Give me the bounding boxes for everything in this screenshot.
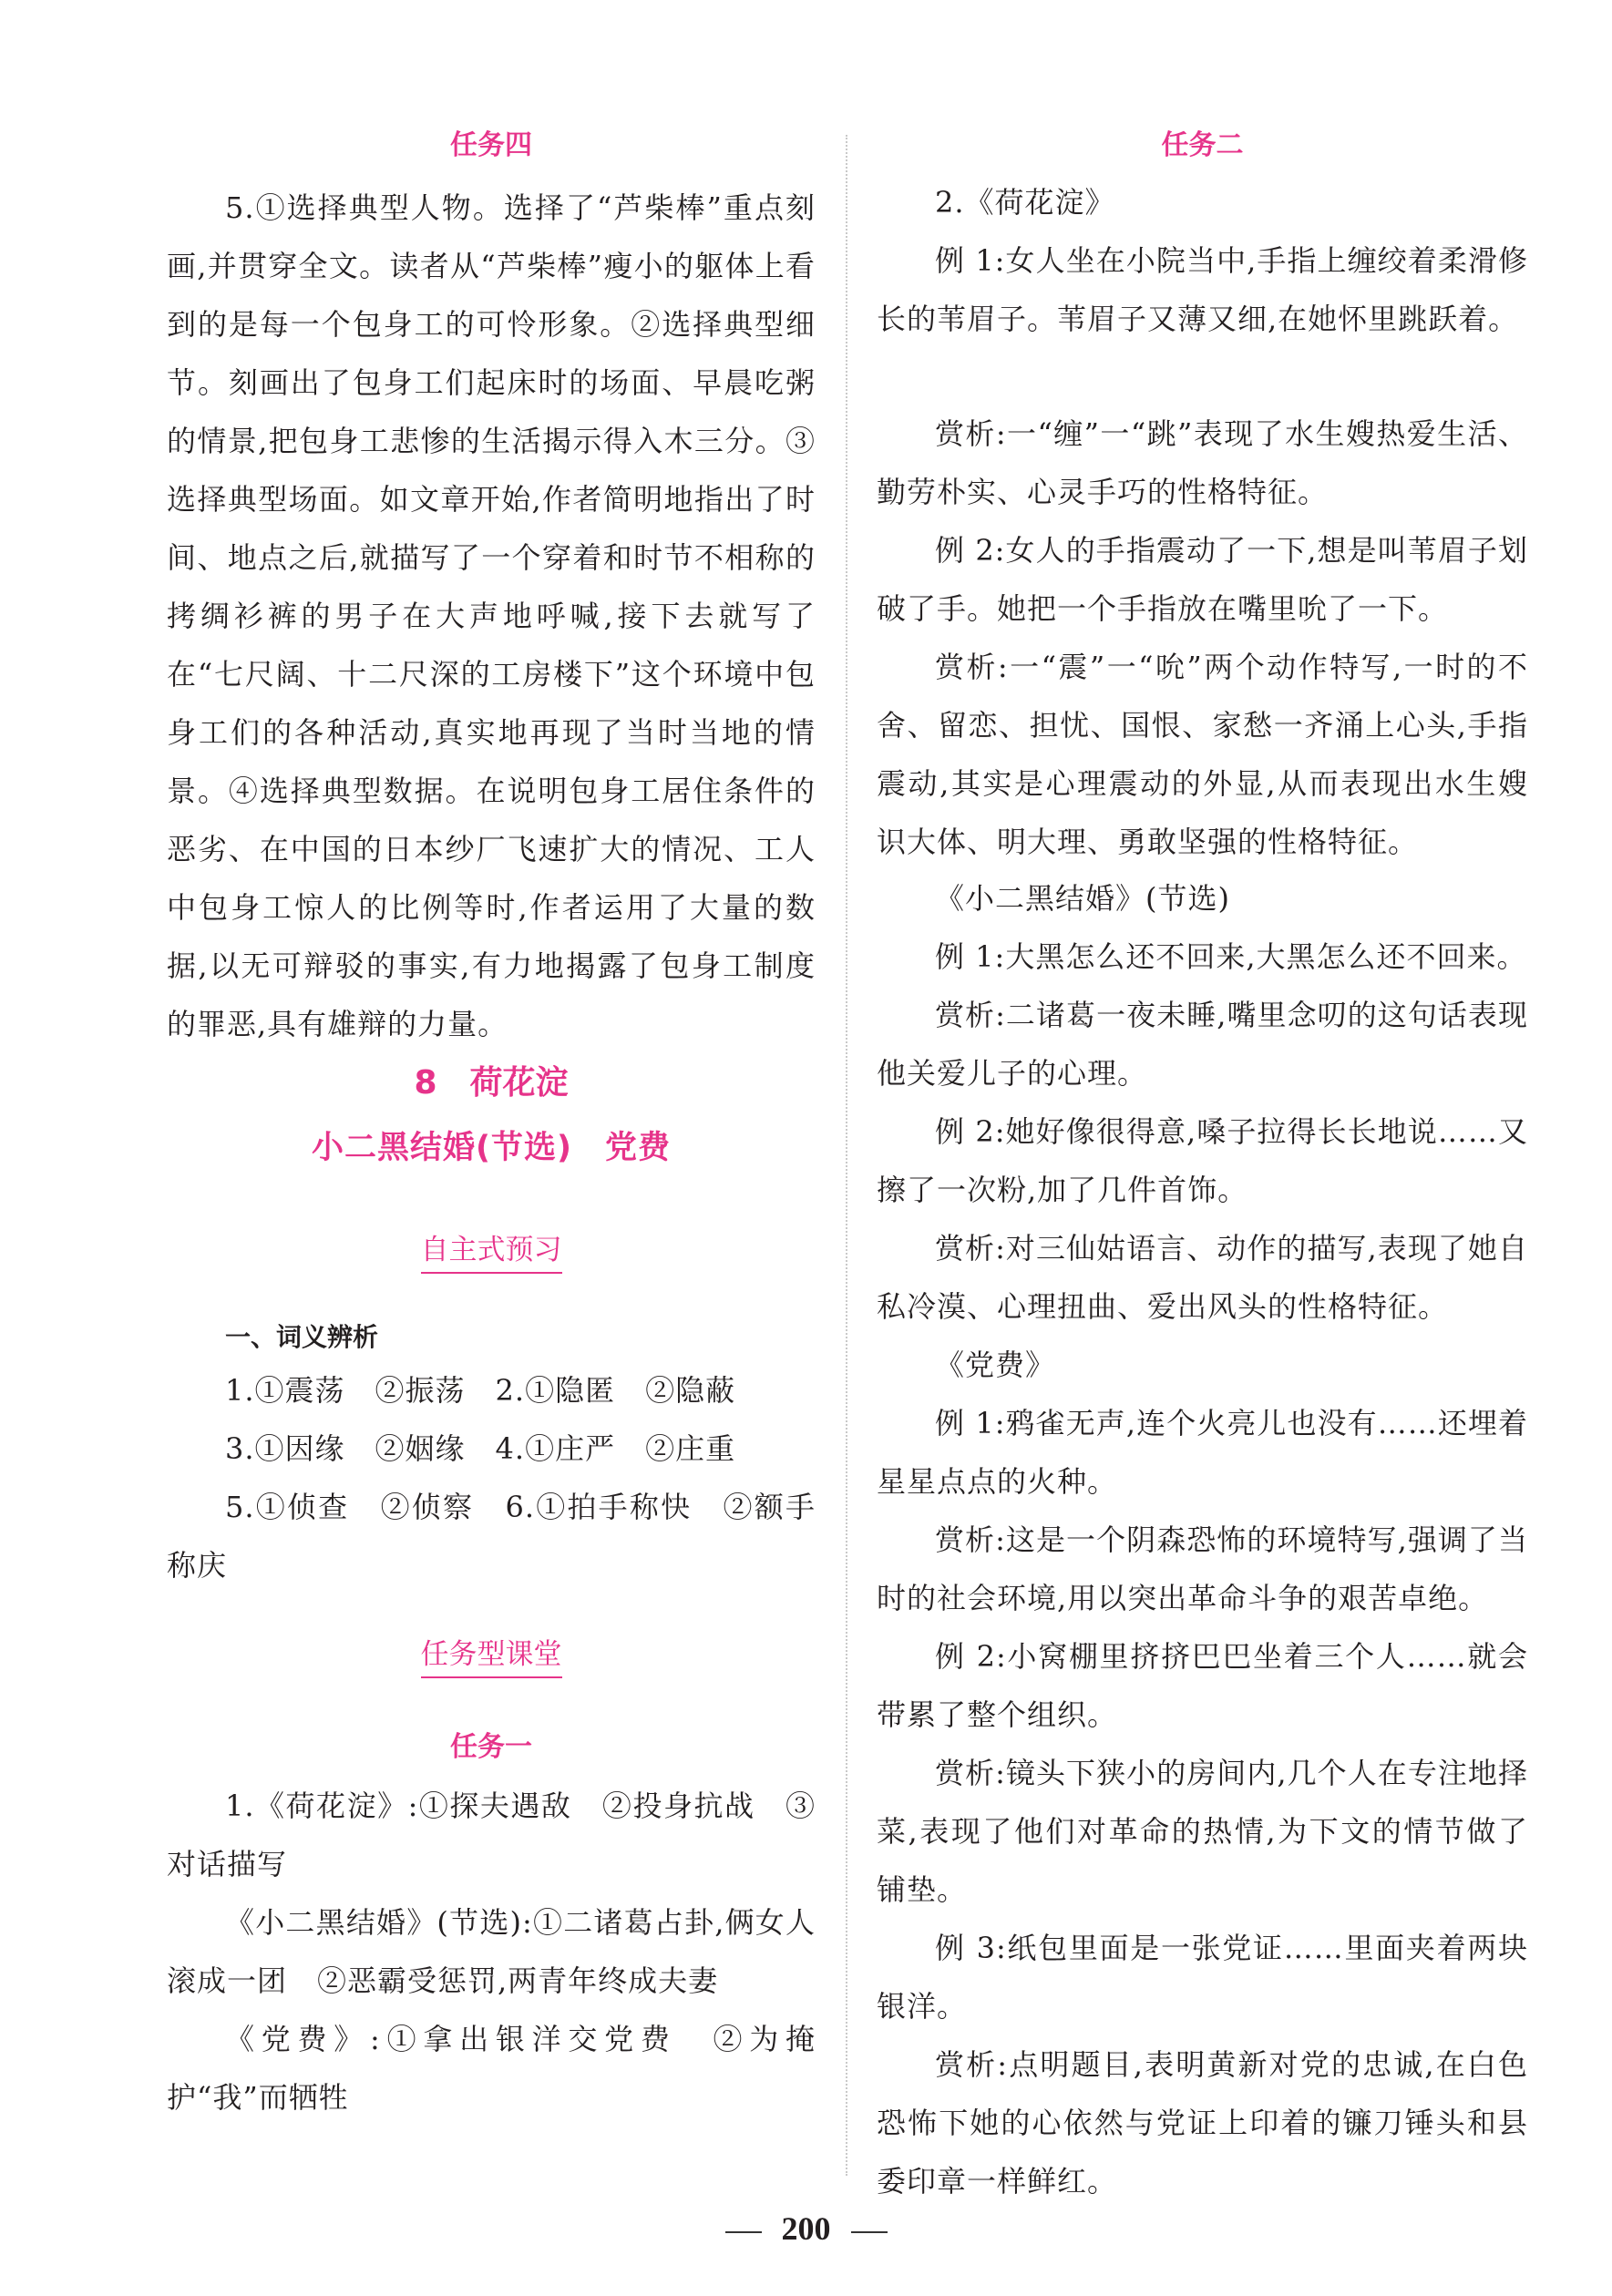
page-number [0, 2209, 1612, 2248]
task1-paragraph-2: 《小二黑结婚》(节选):①二诸葛占卦,俩女人滚成一团 ②恶霸受惩罚,两青年终成夫妻 [167, 1905, 816, 1998]
right-paragraph-3: 赏析:一“缠”一“跳”表现了水生嫂热爱生活、勤劳朴实、心灵手巧的性格特征。 [877, 416, 1528, 509]
right-paragraph-4: 例 2:女人的手指震动了一下,想是叫苇眉子划破了手。她把一个手指放在嘴里吮了一下。 [877, 533, 1528, 626]
right-paragraph-15: 赏析:镜头下狭小的房间内,几个人在专注地择菜,表现了他们对革命的热情,为下文的情节做了铺垫。 [877, 1756, 1528, 1907]
page-number-dash-left [725, 2231, 762, 2233]
classroom-section-title [167, 1631, 816, 1672]
vocab-line-3: 5.①侦查 ②侦察 6.①拍手称快 ②额手称庆 [167, 1490, 816, 1583]
task1-paragraph-1: 1.《荷花淀》:①探夫遇敌 ②投身抗战 ③对话描写 [167, 1789, 816, 1881]
right-paragraph-9: 例 2:她好像很得意,嗓子拉得长长地说……又擦了一次粉,加了几件首饰。 [877, 1114, 1528, 1207]
preview-title-text: 自主式预习 [421, 1234, 562, 1274]
lesson-title: 8 荷花淀 [414, 1064, 569, 1102]
right-paragraph-14: 例 2:小窝棚里挤挤巴巴坐着三个人……就会带累了整个组织。 [877, 1639, 1528, 1732]
lesson-subtitle: 小二黑结婚(节选) 党费 [312, 1130, 671, 1166]
right-paragraph-16: 例 3:纸包里面是一张党证……里面夹着两块银洋。 [877, 1931, 1528, 2024]
task4-paragraph: 5.①选择典型人物。选择了“芦柴棒”重点刻画,并贯穿全文。读者从“芦柴棒”瘦小的躯体上看到的是每一个包身工的可怜形象。②选择典型细节。刻画出了包身工们起床时的场面、早晨吃粥的情景,把包身工悲惨的生活揭示得入木三分。③选择典型场面。如文章开始,作者简明地指出了时间、地点之后,就描写了一个穿着和时节不相称的拷绸衫裤的男子在大声地呼喊,接下去就写了在“七尺阔、十二尺深的工房楼下”这个环境中包身工们的各种活动,真实地再现了当时当地的情景。④选择典型数据。在说明包身工居住条件的恶劣、在中国的日本纱厂飞速扩大的情况、工人中包身工惊人的比例等时,作者运用了大量的数据,以无可辩驳的事实,有力地揭露了包身工制度的罪恶,具有雄辩的力量。 [167, 190, 816, 1041]
right-line-1: 2.《荷花淀》 [935, 185, 1115, 220]
right-line-6: 《小二黑结婚》(节选) [935, 881, 1230, 916]
right-paragraph-2: 例 1:女人坐在小院当中,手指上缠绞着柔滑修长的苇眉子。苇眉子又薄又细,在她怀里跳跃着。 [877, 243, 1528, 336]
right-paragraph-5: 赏析:一“震”一“吮”两个动作特写,一时的不舍、留恋、担忧、国恨、家愁一齐涌上心头,手指震动,其实是心理震动的外显,从而表现出水生嫂识大体、明大理、勇敢坚强的性格特征。 [877, 650, 1528, 859]
vocab-line-1: 1.①震荡 ②振荡 2.①隐匿 ②隐蔽 [225, 1373, 736, 1408]
page-number-dash-right [851, 2231, 888, 2233]
preview-section-title [167, 1226, 816, 1267]
page-number-text: 200 [781, 2210, 831, 2247]
task1-title: 任务一 [450, 1731, 532, 1763]
right-paragraph-17: 赏析:点明题目,表明黄新对党的忠诚,在白色恐怖下她的心依然与党证上印着的镰刀锤头和县委印章一样鲜红。 [877, 2047, 1528, 2199]
right-line-7: 例 1:大黑怎么还不回来,大黑怎么还不回来。 [935, 939, 1527, 974]
right-paragraph-12: 例 1:鸦雀无声,连个火亮儿也没有……还埋着星星点点的火种。 [877, 1406, 1528, 1499]
right-line-11: 《党费》 [935, 1348, 1056, 1382]
right-paragraph-8: 赏析:二诸葛一夜未睡,嘴里念叨的这句话表现他关爱儿子的心理。 [877, 998, 1528, 1091]
right-paragraph-10: 赏析:对三仙姑语言、动作的描写,表现了她自私冷漠、心理扭曲、爱出风头的性格特征。 [877, 1231, 1528, 1324]
task2-title: 任务二 [1161, 129, 1244, 161]
column-divider [846, 135, 847, 2176]
right-paragraph-13: 赏析:这是一个阴森恐怖的环境特写,强调了当时的社会环境,用以突出革命斗争的艰苦卓绝。 [877, 1522, 1528, 1615]
classroom-title-text: 任务型课堂 [421, 1638, 562, 1678]
task4-title: 任务四 [450, 129, 532, 161]
vocab-heading: 一、词义辨析 [225, 1322, 379, 1352]
vocab-line-2: 3.①因缘 ②姻缘 4.①庄严 ②庄重 [225, 1431, 736, 1466]
task1-paragraph-3: 《党费》:①拿出银洋交党费 ②为掩护“我”而牺牲 [167, 2022, 816, 2115]
